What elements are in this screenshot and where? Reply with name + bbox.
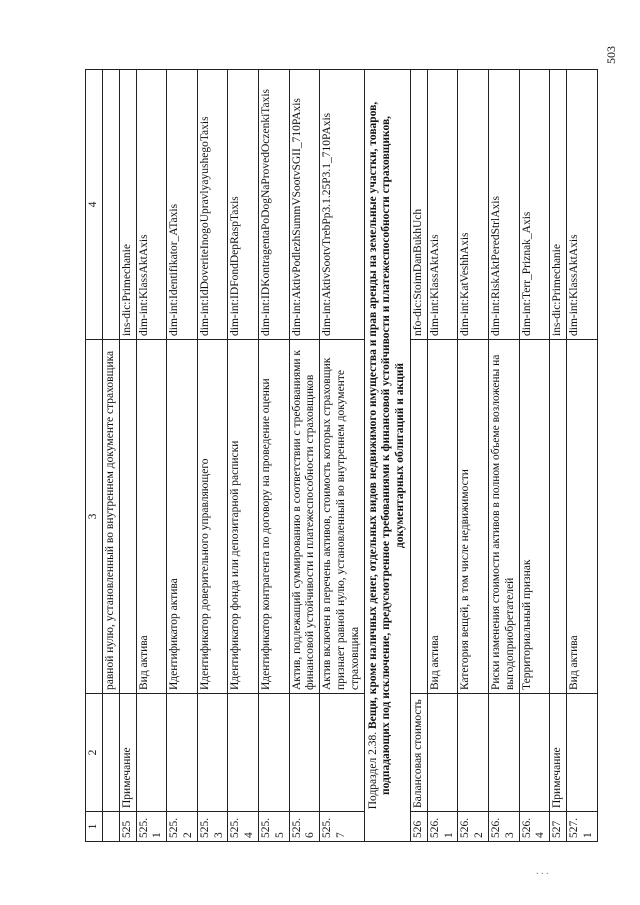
row-description-cell: Идентификатор контрагента по договору на проведение оценки (258, 340, 289, 694)
header-col-1: 1 (86, 812, 103, 842)
header-row (86, 70, 103, 842)
row-name-cell: Примечание (119, 694, 136, 812)
row-number-cell: 527.1 (566, 812, 597, 842)
section-label: Подраздел 2.38. (366, 731, 379, 810)
row-number-cell: 526.2 (458, 812, 489, 842)
row-name-cell (258, 694, 289, 812)
row-name-cell (103, 694, 120, 812)
row-number-cell: 527 (550, 812, 567, 842)
row-name-cell (167, 694, 198, 812)
row-description-cell (119, 340, 136, 694)
table-row (566, 70, 597, 842)
row-number-cell: 525 (119, 812, 136, 842)
row-description-cell: Вид актива (566, 340, 597, 694)
row-code-cell: dim-int:KlassAktAxis (136, 70, 167, 340)
row-code-cell (103, 70, 120, 340)
row-name-cell (519, 694, 550, 812)
table-row (103, 70, 120, 842)
row-code-cell: dim-int:KatVeshhAxis (458, 70, 489, 340)
row-name-cell: Балансовая стоимость (410, 694, 427, 812)
table-row (427, 70, 458, 842)
row-name-cell (197, 694, 228, 812)
row-code-cell: dim-int:RiskAktPeredStrlAxis (488, 70, 519, 340)
table-row (119, 70, 136, 842)
section-row (364, 70, 410, 842)
row-name-cell (427, 694, 458, 812)
table-row (228, 70, 259, 842)
header-col-2: 2 (86, 694, 103, 812)
row-code-cell: dim-int:IDKontragentaPoDogNaProvedOczenkiTaxis (258, 70, 289, 340)
table-row (320, 70, 364, 842)
row-name-cell (488, 694, 519, 812)
table-row (410, 70, 427, 842)
table-row (289, 70, 320, 842)
row-name-cell (458, 694, 489, 812)
row-number-cell: 525.6 (289, 812, 320, 842)
table-row (197, 70, 228, 842)
row-description-cell: Идентификатор актива (167, 340, 198, 694)
row-number-cell: 526.4 (519, 812, 550, 842)
section-title: Вещи, кроме наличных денег, отдельных видов недвижимого имущества и прав аренды на земельные участки, товаров, подпадающих под исключение, предусмотренное требованиями к финансовой устойчивости и платежеспособности страховщиков, документарных облигаций и акций (366, 101, 407, 796)
row-description-cell: Актив, подлежащий суммированию в соответствии с требованиями к финансовой устойчивости и платежеспособности страховщиков (289, 340, 320, 694)
row-name-cell (320, 694, 364, 812)
row-description-cell: Идентификатор доверительного управляющего (197, 340, 228, 694)
row-number-cell: 525.5 (258, 812, 289, 842)
header-col-3: 3 (86, 340, 103, 694)
row-name-cell: Примечание (550, 694, 567, 812)
row-name-cell (566, 694, 597, 812)
table-row (519, 70, 550, 842)
row-name-cell (228, 694, 259, 812)
row-code-cell: dim-int:Terr_Priznak_Axis (519, 70, 550, 340)
row-number-cell: 525.1 (136, 812, 167, 842)
xbrl-mapping-table (85, 69, 598, 842)
row-number-cell: 526.1 (427, 812, 458, 842)
row-code-cell: ins-dic:Primechanie (550, 70, 567, 340)
row-code-cell: ins-dic:Primechanie (119, 70, 136, 340)
row-code-cell: dim-int:IDFondDepRaspTaxis (228, 70, 259, 340)
row-number-cell: 526.3 (488, 812, 519, 842)
row-description-cell: Актив включен в перечень активов, стоимость которых страховщик признает равной нулю, установленный во внутреннем документе страховщика (320, 340, 364, 694)
row-number-cell: 526 (410, 812, 427, 842)
table-row (136, 70, 167, 842)
row-name-cell (289, 694, 320, 812)
table-row (488, 70, 519, 842)
table-row (167, 70, 198, 842)
row-code-cell: dim-int:AktivPodlezhSummVSootvSGII_710PAxis (289, 70, 320, 340)
table-row (258, 70, 289, 842)
page-number: 503 (604, 46, 618, 64)
header-col-4: 4 (86, 70, 103, 340)
section-heading (364, 70, 410, 842)
row-name-cell (136, 694, 167, 812)
row-code-cell: dim-int:IdDoveriteInogoUpravlyayushegoTaxis (197, 70, 228, 340)
row-code-cell: dim-int:AktivSootvTrebPp3.1.25P3.1_710PAxis (320, 70, 364, 340)
rotated-table-container (85, 70, 594, 842)
row-description-cell: Риски изменения стоимости активов в полном объеме возложены на выгодоприобретателей (488, 340, 519, 694)
table-row (458, 70, 489, 842)
row-description-cell (550, 340, 567, 694)
row-description-cell: равной нулю, установленный во внутреннем документе страховщика (103, 340, 120, 694)
row-code-cell: dim-int:Identifikator_ATaxis (167, 70, 198, 340)
row-description-cell: Территориальный признак (519, 340, 550, 694)
row-code-cell: dim-int:KlassAktAxis (427, 70, 458, 340)
row-description-cell: Категория вещей, в том числе недвижимости (458, 340, 489, 694)
row-number-cell: 525.3 (197, 812, 228, 842)
row-description-cell: Вид актива (427, 340, 458, 694)
row-description-cell (410, 340, 427, 694)
stray-marks: . . . (536, 866, 549, 877)
row-number-cell (103, 812, 120, 842)
row-description-cell: Вид актива (136, 340, 167, 694)
row-number-cell: 525.4 (228, 812, 259, 842)
table-row (550, 70, 567, 842)
row-description-cell: Идентификатор фонда или депозитарной расписки (228, 340, 259, 694)
row-number-cell: 525.7 (320, 812, 364, 842)
row-number-cell: 525.2 (167, 812, 198, 842)
row-code-cell: nfo-dic:StoimDanBukhUch (410, 70, 427, 340)
row-code-cell: dim-int:KlassAktAxis (566, 70, 597, 340)
